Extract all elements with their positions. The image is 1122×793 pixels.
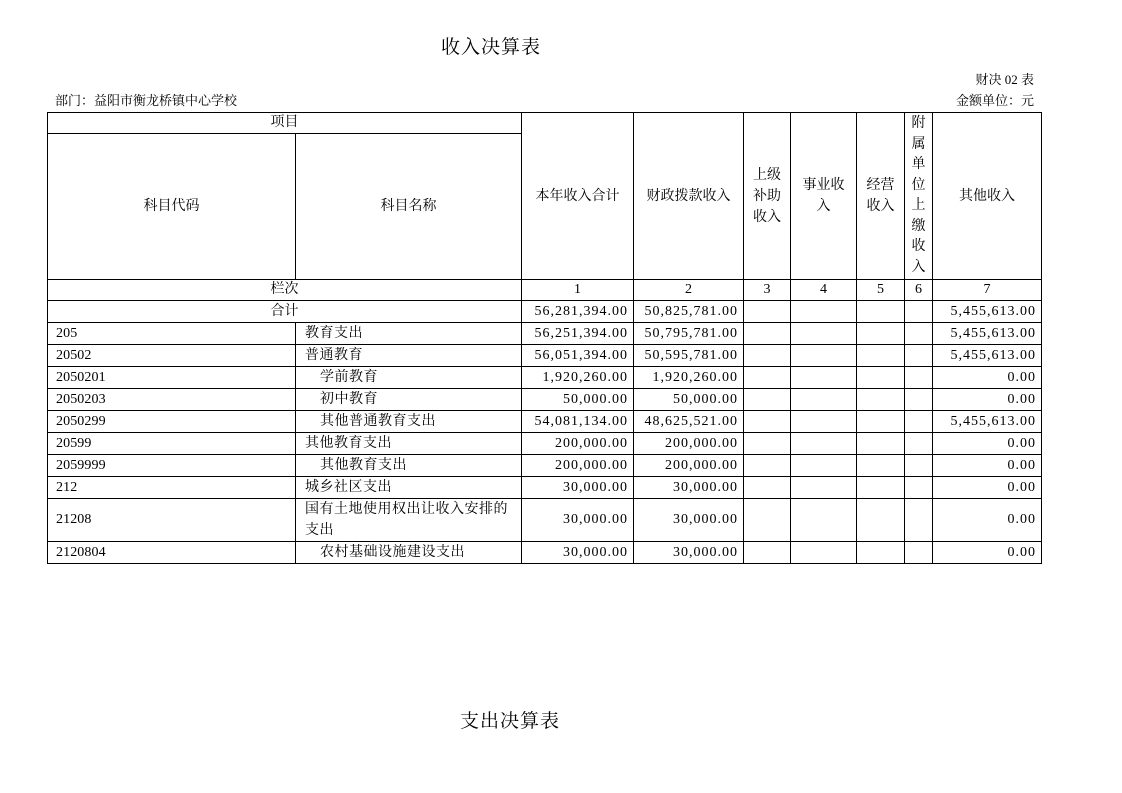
header-operating-income: 经营收入 <box>866 178 895 214</box>
income-total-cell: 1,920,260.00 <box>522 367 634 389</box>
subject-name-cell: 其他教育支出 <box>296 433 522 455</box>
table-row <box>48 433 1042 455</box>
amount-unit-label: 金额单位：元 <box>955 93 1034 108</box>
header-business-income: 事业收入 <box>802 178 845 214</box>
department-label: 部门：益阳市衡龙桥镇中心学校 <box>55 93 238 108</box>
income-total-cell: 56,051,394.00 <box>522 345 634 367</box>
table-row <box>48 411 1042 433</box>
income-total-cell: 54,081,134.00 <box>522 411 634 433</box>
business-income-cell <box>791 433 857 455</box>
other-income-cell: 0.00 <box>933 542 1042 564</box>
income-final-accounts-table <box>47 112 1042 564</box>
header-fiscal-appropriation-cell <box>634 113 744 280</box>
table-row <box>48 477 1042 499</box>
operating-income-cell <box>857 323 905 345</box>
affiliate-remittance-cell <box>905 433 933 455</box>
column-number: 2 <box>634 280 744 301</box>
operating-income-cell <box>857 389 905 411</box>
header-superior-subsidy-cell <box>744 113 791 280</box>
superior-subsidy-cell <box>744 389 791 411</box>
page-title: 收入决算表 <box>440 37 541 58</box>
affiliate-remittance-cell <box>905 323 933 345</box>
operating-income-cell <box>857 411 905 433</box>
superior-subsidy-cell <box>744 323 791 345</box>
header-other-income-cell <box>933 113 1042 280</box>
fiscal-appropriation-cell: 50,595,781.00 <box>634 345 744 367</box>
subject-code-cell: 205 <box>48 323 296 345</box>
superior-subsidy-cell <box>744 367 791 389</box>
subject-code-cell: 21208 <box>48 499 296 542</box>
affiliate-remittance-cell <box>905 477 933 499</box>
total-affiliate-remittance-cell <box>905 301 933 323</box>
superior-subsidy-cell <box>744 542 791 564</box>
header-business-income-cell <box>791 113 857 280</box>
fiscal-appropriation-cell: 200,000.00 <box>634 433 744 455</box>
total-superior-subsidy-cell <box>744 301 791 323</box>
other-income-cell: 5,455,613.00 <box>933 323 1042 345</box>
column-number: 4 <box>791 280 857 301</box>
other-income-cell: 5,455,613.00 <box>933 345 1042 367</box>
total-label: 合计 <box>48 301 522 323</box>
column-index-row <box>48 280 1042 301</box>
fiscal-appropriation-cell: 30,000.00 <box>634 542 744 564</box>
affiliate-remittance-cell <box>905 367 933 389</box>
subject-name-cell: 普通教育 <box>296 345 522 367</box>
operating-income-cell <box>857 542 905 564</box>
header-fiscal-appropriation: 财政拨款收入 <box>646 188 731 204</box>
business-income-cell <box>791 411 857 433</box>
business-income-cell <box>791 323 857 345</box>
total-operating-income-cell <box>857 301 905 323</box>
subject-name-cell: 初中教育 <box>296 389 522 411</box>
superior-subsidy-cell <box>744 477 791 499</box>
other-income-cell: 5,455,613.00 <box>933 411 1042 433</box>
header-affiliate-remittance-cell <box>905 113 933 280</box>
superior-subsidy-cell <box>744 433 791 455</box>
column-index-label: 栏次 <box>48 280 522 301</box>
fiscal-appropriation-cell: 1,920,260.00 <box>634 367 744 389</box>
fiscal-appropriation-cell: 50,000.00 <box>634 389 744 411</box>
total-fiscal-appropriation-cell: 50,825,781.00 <box>634 301 744 323</box>
table-row <box>48 345 1042 367</box>
other-income-cell: 0.00 <box>933 499 1042 542</box>
business-income-cell <box>791 542 857 564</box>
affiliate-remittance-cell <box>905 542 933 564</box>
column-number: 1 <box>522 280 634 301</box>
income-total-cell: 56,251,394.00 <box>522 323 634 345</box>
other-income-cell: 0.00 <box>933 477 1042 499</box>
business-income-cell <box>791 477 857 499</box>
table-row <box>48 455 1042 477</box>
income-total-cell: 200,000.00 <box>522 433 634 455</box>
subject-name-cell: 学前教育 <box>296 367 522 389</box>
subject-code-cell: 2059999 <box>48 455 296 477</box>
superior-subsidy-cell <box>744 345 791 367</box>
other-income-cell: 0.00 <box>933 455 1042 477</box>
fiscal-appropriation-cell: 48,625,521.00 <box>634 411 744 433</box>
column-number: 5 <box>857 280 905 301</box>
affiliate-remittance-cell <box>905 499 933 542</box>
table-row <box>48 389 1042 411</box>
other-income-cell: 0.00 <box>933 367 1042 389</box>
business-income-cell <box>791 345 857 367</box>
total-business-income-cell <box>791 301 857 323</box>
subject-code-cell: 2120804 <box>48 542 296 564</box>
fiscal-appropriation-cell: 30,000.00 <box>634 477 744 499</box>
superior-subsidy-cell <box>744 499 791 542</box>
subject-name-cell: 农村基础设施建设支出 <box>296 542 522 564</box>
income-total-cell: 50,000.00 <box>522 389 634 411</box>
header-income-total: 本年收入合计 <box>535 188 620 204</box>
subject-name-cell: 其他教育支出 <box>296 455 522 477</box>
header-subject-name: 科目名称 <box>296 134 522 280</box>
fiscal-appropriation-cell: 30,000.00 <box>634 499 744 542</box>
table-body <box>48 323 1042 564</box>
fiscal-appropriation-cell: 200,000.00 <box>634 455 744 477</box>
header-row <box>48 113 1042 134</box>
column-number: 6 <box>905 280 933 301</box>
table-row <box>48 542 1042 564</box>
subject-name-cell: 国有土地使用权出让收入安排的支出 <box>296 499 522 542</box>
operating-income-cell <box>857 477 905 499</box>
form-number: 财决 02 表 <box>975 72 1034 87</box>
table-row <box>48 367 1042 389</box>
other-income-cell: 0.00 <box>933 389 1042 411</box>
subject-name-cell: 教育支出 <box>296 323 522 345</box>
affiliate-remittance-cell <box>905 389 933 411</box>
header-subject-code: 科目代码 <box>48 134 296 280</box>
other-income-cell: 0.00 <box>933 433 1042 455</box>
superior-subsidy-cell <box>744 455 791 477</box>
affiliate-remittance-cell <box>905 455 933 477</box>
total-row <box>48 301 1042 323</box>
business-income-cell <box>791 367 857 389</box>
operating-income-cell <box>857 499 905 542</box>
table-row <box>48 499 1042 542</box>
header-affiliate-remittance: 附属单位上缴收入 <box>911 116 926 275</box>
total-other-income-cell: 5,455,613.00 <box>933 301 1042 323</box>
subject-name-cell: 其他普通教育支出 <box>296 411 522 433</box>
business-income-cell <box>791 499 857 542</box>
column-number: 7 <box>933 280 1042 301</box>
subject-code-cell: 20599 <box>48 433 296 455</box>
income-total-cell: 30,000.00 <box>522 542 634 564</box>
column-number: 3 <box>744 280 791 301</box>
business-income-cell <box>791 455 857 477</box>
table-row <box>48 323 1042 345</box>
subject-name-cell: 城乡社区支出 <box>296 477 522 499</box>
operating-income-cell <box>857 433 905 455</box>
subject-code-cell: 2050201 <box>48 367 296 389</box>
header-superior-subsidy: 上级补助收入 <box>752 167 781 225</box>
subject-code-cell: 20502 <box>48 345 296 367</box>
next-section-title: 支出决算表 <box>459 711 560 732</box>
superior-subsidy-cell <box>744 411 791 433</box>
header-other-income: 其他收入 <box>959 188 1015 204</box>
header-operating-income-cell <box>857 113 905 280</box>
income-total-cell: 200,000.00 <box>522 455 634 477</box>
fiscal-appropriation-cell: 50,795,781.00 <box>634 323 744 345</box>
subject-code-cell: 212 <box>48 477 296 499</box>
operating-income-cell <box>857 455 905 477</box>
operating-income-cell <box>857 367 905 389</box>
income-total-cell: 30,000.00 <box>522 477 634 499</box>
header-income-total-cell <box>522 113 634 280</box>
header-item: 项目 <box>48 113 522 134</box>
business-income-cell <box>791 389 857 411</box>
subject-code-cell: 2050203 <box>48 389 296 411</box>
subject-code-cell: 2050299 <box>48 411 296 433</box>
total-income-total-cell: 56,281,394.00 <box>522 301 634 323</box>
affiliate-remittance-cell <box>905 411 933 433</box>
affiliate-remittance-cell <box>905 345 933 367</box>
table-header <box>48 113 1042 323</box>
income-total-cell: 30,000.00 <box>522 499 634 542</box>
operating-income-cell <box>857 345 905 367</box>
